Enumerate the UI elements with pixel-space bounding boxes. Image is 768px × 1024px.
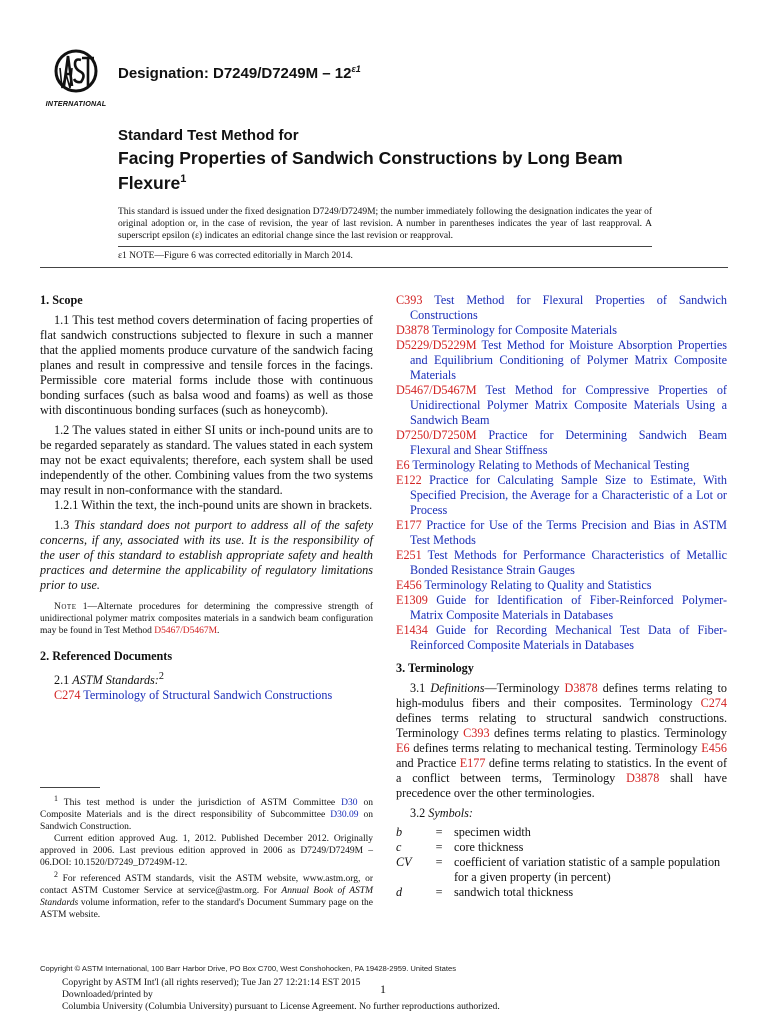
license-line-1: Copyright by ASTM Int'l (all rights reserved); Tue Jan 27 12:21:14 EST 2015 bbox=[62, 977, 361, 988]
astm-standards-label: ASTM Standards: bbox=[72, 673, 159, 688]
ref-code[interactable]: E456 bbox=[396, 578, 422, 592]
designation-text: Designation: D7249/D7249M – 12 bbox=[118, 65, 352, 82]
inline-link[interactable]: D3878 bbox=[564, 681, 598, 695]
inline-link[interactable]: E177 bbox=[459, 756, 486, 770]
left-column bbox=[40, 293, 373, 703]
ref-code[interactable]: E1434 bbox=[396, 623, 428, 637]
inline-text: on Sandwich Construction. bbox=[40, 810, 374, 833]
ref-code[interactable]: E177 bbox=[396, 518, 422, 532]
paragraph-3-2 bbox=[396, 806, 727, 821]
reference-list bbox=[396, 293, 727, 653]
ref-title[interactable]: Terminology Relating to Methods of Mechanical Testing bbox=[409, 458, 690, 472]
ref-item[interactable] bbox=[396, 338, 727, 383]
ref-item[interactable] bbox=[396, 473, 727, 518]
footnote-divider bbox=[40, 787, 100, 788]
note-text: 1—Alternate procedures for determining the compressive strength of unidirectional polymer matrix composites materials in a sandwich beam configuration may be found in Test Method bbox=[40, 602, 373, 636]
paragraph-number: 1.3 bbox=[54, 518, 74, 532]
inline-text: define terms relating to statistics. In the event of a conflict between terms, Terminology bbox=[396, 756, 728, 785]
paragraph-1-3 bbox=[40, 518, 373, 593]
ref-title[interactable]: Test Method for Moisture Absorption Properties and Equilibrium Conditioning of Polymer Matrix Composite Materials bbox=[410, 338, 727, 382]
ref-item[interactable] bbox=[396, 323, 727, 338]
inline-text: —Terminology bbox=[484, 681, 565, 695]
ref-item[interactable] bbox=[396, 428, 727, 458]
symbol: b bbox=[396, 825, 403, 839]
inline-text: defines terms relating to high-modulus fibers and their composites. Terminology bbox=[396, 681, 727, 710]
title-footnote-marker: 1 bbox=[180, 173, 187, 185]
inline-link[interactable]: D30 bbox=[341, 798, 358, 809]
ref-code[interactable]: C274 bbox=[54, 688, 81, 703]
ref-code[interactable]: C393 bbox=[396, 293, 423, 307]
inline-text: 2 bbox=[54, 870, 58, 880]
paragraph-number: 2.1 bbox=[54, 673, 73, 688]
page-number: 1 bbox=[380, 982, 386, 996]
paragraph-1-3-text: This standard does not purport to address all of the safety concerns, if any, associated with its use. It is the responsibility of the user of this standard to establish appropriate safety and health practices and determine the applicability of regulatory limitations prior to use. bbox=[40, 518, 374, 592]
ref-code[interactable]: E1309 bbox=[396, 593, 428, 607]
inline-text: 1 bbox=[54, 794, 58, 803]
symbol-row bbox=[396, 855, 727, 885]
inline-text: defines terms relating to plastics. Terminology bbox=[489, 726, 727, 740]
section-heading-scope: 1. Scope bbox=[40, 293, 83, 307]
divider bbox=[40, 267, 728, 268]
ref-code[interactable]: D3878 bbox=[396, 323, 430, 337]
section-heading-referenced: 2. Referenced Documents bbox=[40, 649, 173, 663]
license-block bbox=[62, 977, 500, 1013]
symbol-row bbox=[396, 840, 727, 855]
ref-item[interactable] bbox=[396, 593, 727, 623]
symbol-definition: core thickness bbox=[454, 840, 524, 854]
symbol: d bbox=[396, 885, 403, 899]
divider bbox=[118, 246, 652, 247]
title-block bbox=[118, 127, 658, 194]
inline-text: volume information, refer to the standard's Document Summary page on the ASTM website. bbox=[40, 898, 373, 921]
ref-item[interactable] bbox=[396, 623, 727, 653]
ref-code[interactable]: E6 bbox=[396, 458, 410, 472]
inline-text: shall have precedence over the other terminologies. bbox=[396, 771, 727, 800]
intro-text: This standard is issued under the fixed designation D7249/D7249M; the number immediately following the designation indicates the year of original adoption or, in the case of revision, the year of last revision. A number in parentheses indicates the year of last reapproval. A superscript epsilon (ε) indicates an editorial change since the last revision or reapproval. bbox=[118, 207, 652, 241]
paragraph-number: 3.2 bbox=[410, 806, 429, 820]
right-column bbox=[396, 293, 727, 900]
epsilon-note: ε1 NOTE—Figure 6 was corrected editorially in March 2014. bbox=[118, 251, 353, 261]
ref-title[interactable]: Practice for Determining Sandwich Beam Flexural and Shear Stiffness bbox=[410, 428, 727, 457]
note-label: Note bbox=[54, 602, 77, 612]
title-line1: Standard Test Method for bbox=[118, 127, 299, 144]
ref-item-c274[interactable] bbox=[54, 688, 373, 703]
ref-item[interactable] bbox=[396, 383, 727, 428]
ref-title[interactable]: Practice for Calculating Sample Size to Estimate, With Specified Precision, the Average for a Characteristic of a Lot or Process bbox=[410, 473, 727, 517]
inline-text: This test method is under the jurisdiction of ASTM Committee bbox=[57, 798, 342, 809]
logo-text: INTERNATIONAL bbox=[45, 99, 107, 108]
equals-sign: = bbox=[435, 885, 443, 899]
designation bbox=[118, 60, 361, 83]
footnote-2 bbox=[40, 869, 373, 921]
title-main bbox=[118, 148, 658, 194]
ref-code[interactable]: E251 bbox=[396, 548, 422, 562]
paragraph-1-2-1: 1.2.1 Within the text, the inch-pound units are shown in brackets. bbox=[54, 498, 373, 512]
ref-title[interactable]: Guide for Identification of Fiber-Reinforced Polymer-Matrix Composite Materials in Databases bbox=[410, 593, 727, 622]
ref-item[interactable] bbox=[396, 458, 727, 473]
ref-title[interactable]: Practice for Use of the Terms Precision and Bias in ASTM Test Methods bbox=[410, 518, 727, 547]
ref-title[interactable]: Test Method for Flexural Properties of Sandwich Constructions bbox=[410, 293, 727, 322]
title-main-text: Facing Properties of Sandwich Constructions by Long Beam Flexure bbox=[118, 148, 623, 193]
license-line-3: Columbia University (Columbia University) pursuant to License Agreement. No further reproductions authorized. bbox=[62, 1001, 500, 1012]
inline-link[interactable]: D3878 bbox=[626, 771, 660, 785]
inline-link[interactable]: C274 bbox=[700, 696, 727, 710]
ref-code[interactable]: E122 bbox=[396, 473, 422, 487]
ref-item[interactable] bbox=[396, 578, 727, 593]
inline-link[interactable]: E6 bbox=[396, 741, 410, 755]
footnote-1b: Current edition approved Aug. 1, 2012. Published December 2012. Originally approved in 2006. Last previous edition approved in 2006 as D7249/D7249M – 06.DOI: 10.1520/D7249_D7249M-12. bbox=[40, 834, 373, 869]
inline-text: defines terms relating to structural sandwich constructions. Terminology bbox=[396, 711, 727, 740]
ref-title[interactable]: Test Methods for Performance Characteristics of Metallic Bonded Resistance Strain Gauges bbox=[410, 548, 727, 577]
symbol-list bbox=[396, 825, 727, 900]
footnote-marker: 2 bbox=[158, 671, 164, 682]
ref-item[interactable] bbox=[396, 548, 727, 578]
ref-code[interactable]: D7250/D7250M bbox=[396, 428, 477, 442]
inline-text: Definitions bbox=[430, 681, 485, 695]
symbol: c bbox=[396, 840, 402, 854]
inline-text: 3.1 bbox=[410, 681, 431, 695]
ref-item[interactable] bbox=[396, 518, 727, 548]
astm-logo bbox=[42, 48, 110, 106]
footnote-1 bbox=[40, 793, 373, 833]
inline-text: and Practice bbox=[396, 756, 460, 770]
section-heading-terminology: 3. Terminology bbox=[396, 661, 474, 675]
ref-title[interactable]: Guide for Recording Mechanical Test Data of Fiber-Reinforced Composite Materials in Databases bbox=[410, 623, 727, 652]
note-1 bbox=[40, 601, 373, 637]
ref-title[interactable]: Terminology Relating to Quality and Statistics bbox=[421, 578, 652, 592]
inline-text: Annual Book of ASTM Standards bbox=[40, 886, 373, 909]
inline-text: on Composite Materials and is the direct responsibility of Subcommittee bbox=[40, 798, 373, 821]
ref-title[interactable]: Terminology of Structural Sandwich Constructions bbox=[80, 688, 333, 703]
copyright-line: Copyright © ASTM International, 100 Barr Harbor Drive, PO Box C700, West Conshohocken, PA 19428-2959. United States bbox=[40, 964, 457, 973]
note-end: . bbox=[217, 626, 220, 636]
ref-title[interactable]: Terminology for Composite Materials bbox=[429, 323, 617, 337]
equals-sign: = bbox=[435, 840, 443, 854]
symbol: CV bbox=[396, 855, 412, 869]
paragraph-1-1: 1.1 This test method covers determination of facing properties of flat sandwich constructions subjected to flexure in such a manner that the applied moments produce curvature of the sandwich facing planes and result in compressive and tensile forces in the facings. Permissible core material forms include those with continuous bonding surfaces (such as balsa wood and foams) as well as those with discontinuous bonding surfaces (such as honeycomb). bbox=[40, 313, 373, 417]
inline-link[interactable]: D30.09 bbox=[330, 810, 359, 821]
ref-item[interactable] bbox=[396, 293, 727, 323]
symbol-row bbox=[396, 885, 727, 900]
paragraph-2-1 bbox=[40, 669, 373, 688]
symbol-row bbox=[396, 825, 727, 840]
inline-text: For referenced ASTM standards, visit the ASTM website, www.astm.org, or contact ASTM Customer Service at service@astm.org. For bbox=[40, 874, 373, 897]
symbols-label: Symbols: bbox=[428, 806, 473, 820]
equals-sign: = bbox=[435, 825, 443, 839]
symbol-definition: coefficient of variation statistic of a sample population for a given property (in percent) bbox=[454, 855, 721, 884]
ref-title[interactable]: Test Method for Compressive Properties of Unidirectional Polymer Matrix Composite Materials Using a Sandwich Beam bbox=[410, 383, 727, 427]
inline-text: defines terms relating to mechanical testing. Terminology bbox=[409, 741, 702, 755]
footnotes bbox=[40, 793, 373, 921]
symbol-definition: specimen width bbox=[454, 825, 531, 839]
paragraph-1-2: 1.2 The values stated in either SI units or inch-pound units are to be regarded separately as standard. The values stated in each system may not be exact equivalents; therefore, each system shall be used independently of the other. Combining values from the two systems may result in non-conformance with the standard. bbox=[40, 423, 373, 497]
symbol-definition: sandwich total thickness bbox=[454, 885, 574, 899]
ref-code[interactable]: D5467/D5467M bbox=[396, 383, 477, 397]
paragraph-3-1 bbox=[396, 681, 727, 801]
license-line-2: Downloaded/printed by bbox=[62, 989, 153, 1000]
ref-code[interactable]: D5229/D5229M bbox=[396, 338, 477, 352]
inline-link[interactable]: C393 bbox=[463, 726, 490, 740]
note-link-d5467[interactable]: D5467/D5467M bbox=[154, 626, 218, 636]
designation-sup: ε1 bbox=[351, 64, 361, 74]
inline-link[interactable]: E456 bbox=[701, 741, 727, 755]
equals-sign: = bbox=[435, 855, 443, 869]
